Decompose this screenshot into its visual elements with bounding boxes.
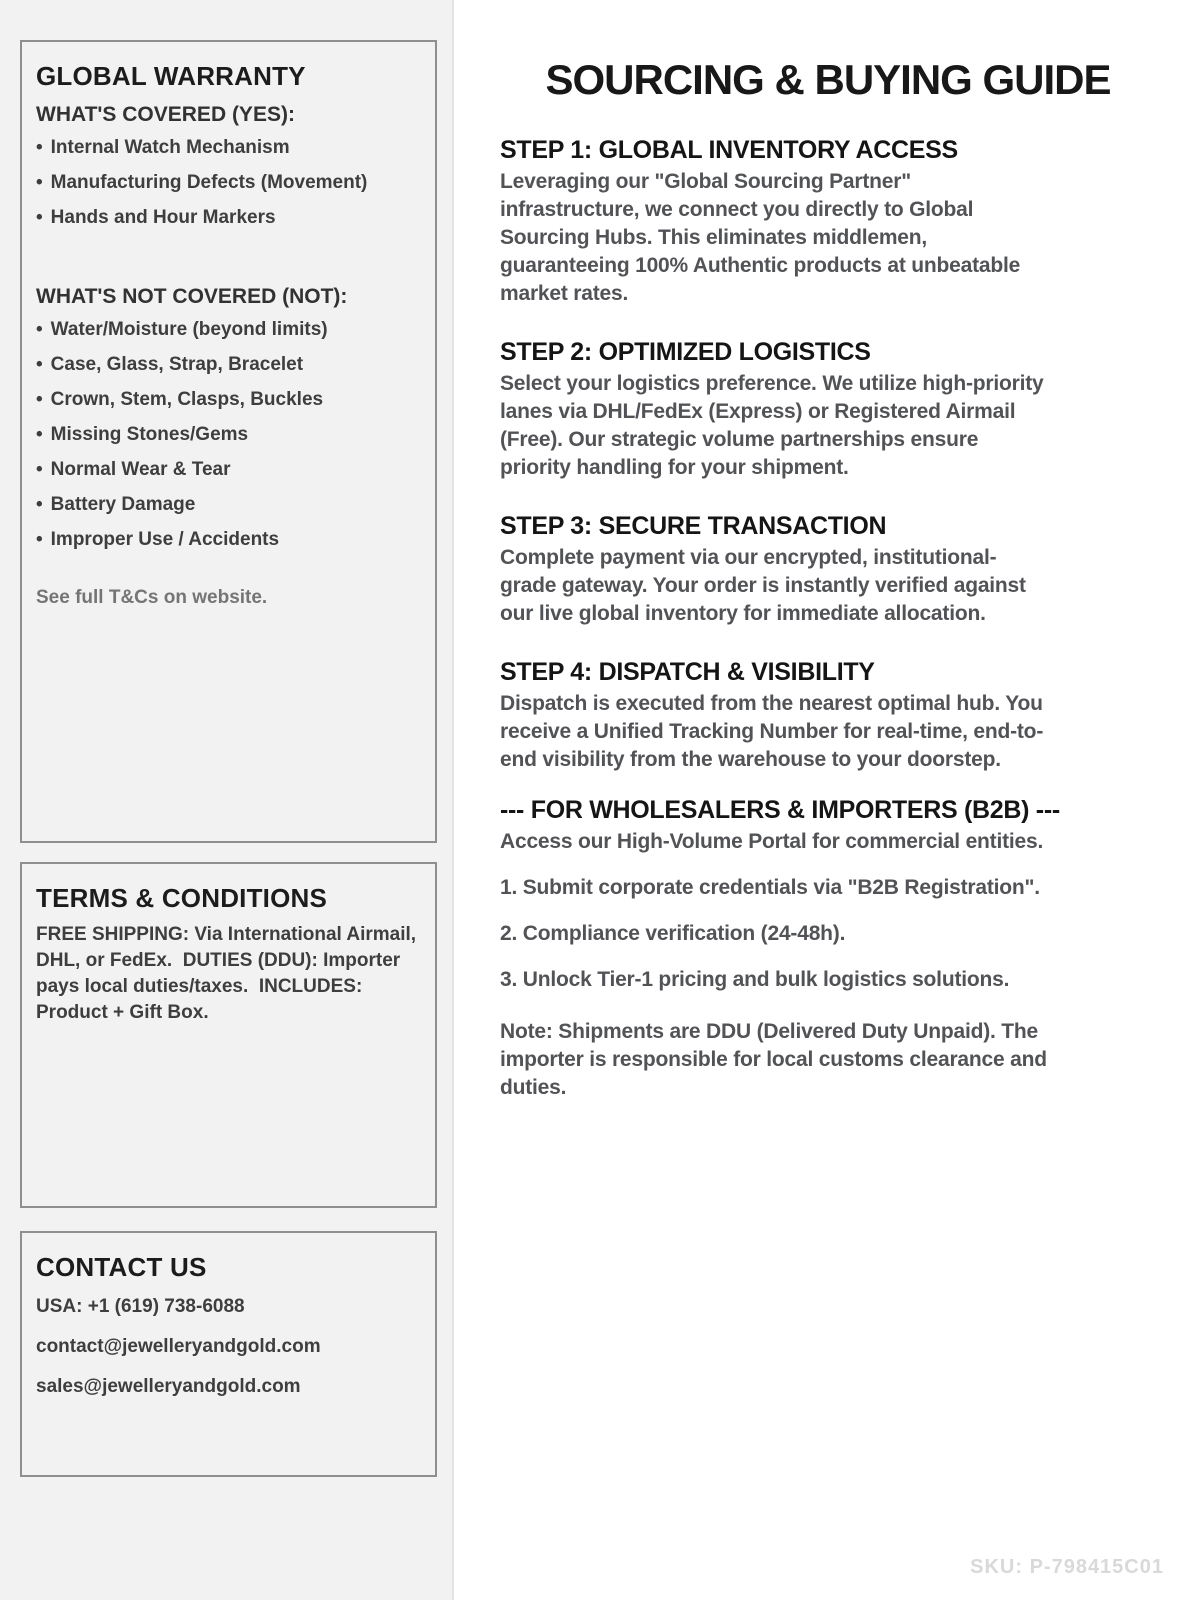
list-item-label: Normal Wear & Tear (50, 459, 231, 480)
list-item-label: Crown, Stem, Clasps, Buckles (50, 389, 324, 410)
list-item-label: Case, Glass, Strap, Bracelet (50, 354, 304, 375)
main-content (456, 0, 1200, 1600)
list-item-label: Water/Moisture (beyond limits) (50, 319, 328, 340)
b2b-note: Note: Shipments are DDU (Delivered Duty Unpaid). The importer is responsible for local customs clearance and duties. (500, 1020, 1047, 1099)
bullet-icon: • (36, 529, 43, 550)
list-item (36, 355, 421, 375)
bullet-icon: • (36, 137, 43, 158)
b2b-intro: Access our High-Volume Portal for commercial entities. (500, 830, 1044, 853)
list-item (36, 138, 421, 158)
contact-title: CONTACT US (36, 1252, 207, 1282)
list-item (36, 425, 421, 445)
list-item (36, 173, 421, 193)
b2b-item-3: 3. Unlock Tier-1 pricing and bulk logistics solutions. (500, 968, 1010, 991)
list-item-label: Manufacturing Defects (Movement) (50, 172, 368, 193)
step-2-heading: STEP 2: OPTIMIZED LOGISTICS (500, 338, 871, 366)
list-item (36, 320, 421, 340)
step-2-body: Select your logistics preference. We utilize high-priority lanes via DHL/FedEx (Express) or Registered Airmail (Free). Our strategic volume partnerships ensure priority handling for your shipment. (500, 372, 1044, 479)
guide-content (500, 134, 1060, 1102)
list-item-label: Improper Use / Accidents (50, 529, 280, 550)
step-1-heading: STEP 1: GLOBAL INVENTORY ACCESS (500, 136, 958, 164)
b2b-item-2: 2. Compliance verification (24-48h). (500, 922, 846, 945)
covered-heading: WHAT'S COVERED (YES): (36, 103, 295, 126)
covered-list (36, 138, 421, 228)
step-4-heading: STEP 4: DISPATCH & VISIBILITY (500, 658, 875, 686)
step-4-section (500, 656, 1052, 774)
list-item (36, 495, 421, 515)
step-1-body: Leveraging our "Global Sourcing Partner" infrastructure, we connect you directly to Global Sourcing Hubs. This eliminates middlemen, guaranteeing 100% Authentic products at unbeatable market rates. (500, 170, 1021, 305)
warranty-box (20, 40, 437, 843)
list-item (36, 530, 421, 550)
bullet-icon: • (36, 494, 43, 515)
warranty-title: GLOBAL WARRANTY (36, 61, 306, 91)
terms-title: TERMS & CONDITIONS (36, 883, 328, 913)
list-item-label: Hands and Hour Markers (50, 207, 276, 228)
b2b-item-1: 1. Submit corporate credentials via "B2B Registration". (500, 876, 1040, 899)
terms-body: FREE SHIPPING: Via International Airmail, DHL, or FedEx. DUTIES (DDU): Importer pays local duties/taxes. INCLUDES: Product + Gift Box. (36, 924, 422, 1023)
sku-label: SKU: P-798415C01 (970, 1556, 1164, 1578)
bullet-icon: • (36, 424, 43, 445)
b2b-heading: --- FOR WHOLESALERS & IMPORTERS (B2B) --- (500, 796, 1060, 824)
step-2-section (500, 336, 1052, 482)
contact-phone: USA: +1 (619) 738-6088 (36, 1296, 245, 1317)
bullet-icon: • (36, 207, 43, 228)
contact-box (20, 1231, 437, 1477)
step-3-body: Complete payment via our encrypted, institutional-grade gateway. Your order is instantly verified against our live global inventory for immediate allocation. (500, 546, 1026, 625)
page-title: SOURCING & BUYING GUIDE (545, 56, 1111, 103)
not-covered-list (36, 320, 421, 550)
bullet-icon: • (36, 389, 43, 410)
warranty-footnote: See full T&Cs on website. (36, 587, 268, 608)
list-item-label: Missing Stones/Gems (50, 424, 249, 445)
not-covered-heading: WHAT'S NOT COVERED (NOT): (36, 285, 348, 308)
list-item-label: Internal Watch Mechanism (50, 137, 290, 158)
contact-sales-email: sales@jewelleryandgold.com (36, 1376, 301, 1397)
bullet-icon: • (36, 319, 43, 340)
step-1-section (500, 134, 1052, 308)
list-item (36, 390, 421, 410)
step-4-body: Dispatch is executed from the nearest optimal hub. You receive a Unified Tracking Number for real-time, end-to-end visibility from the warehouse to your doorstep. (500, 692, 1044, 771)
step-3-section (500, 510, 1052, 628)
step-3-heading: STEP 3: SECURE TRANSACTION (500, 512, 887, 540)
bullet-icon: • (36, 172, 43, 193)
terms-box (20, 862, 437, 1208)
list-item (36, 208, 421, 228)
sidebar (0, 0, 454, 1600)
list-item-label: Battery Damage (50, 494, 196, 515)
list-item (36, 460, 421, 480)
contact-email: contact@jewelleryandgold.com (36, 1336, 321, 1357)
bullet-icon: • (36, 354, 43, 375)
b2b-section (500, 794, 1060, 1102)
bullet-icon: • (36, 459, 43, 480)
